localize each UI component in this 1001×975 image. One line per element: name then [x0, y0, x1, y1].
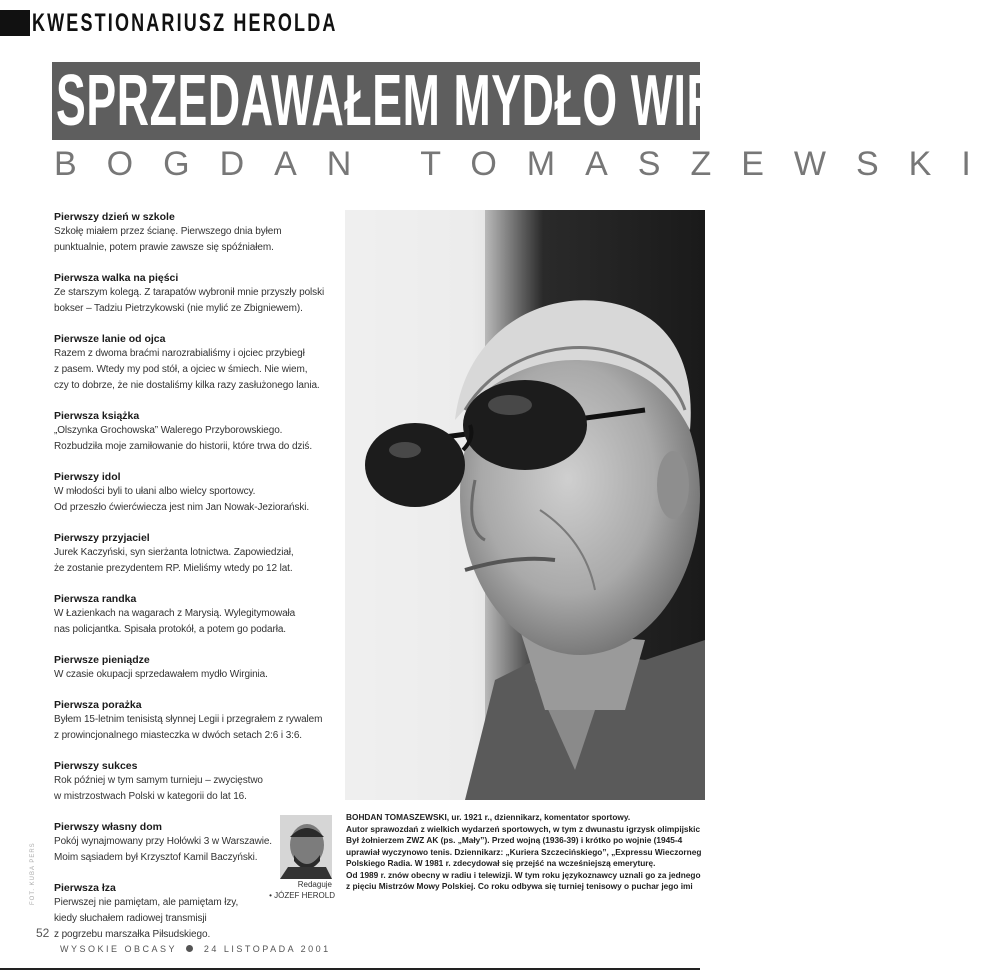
editor-photo	[280, 815, 332, 879]
answer: Jurek Kaczyński, syn sierżanta lotnictwa. Zapowiedział, że zostanie prezydentem RP. Mieliśmy wtedy po 12 lat.	[54, 547, 294, 574]
caption-line: Polskiego Radia. W 1981 r. zdecydował się przejść na wcześniejszą emeryturę.	[346, 858, 656, 868]
qa-item	[54, 653, 344, 683]
answer: Pierwszej nie pamiętam, ale pamiętam łzy, kiedy słuchałem radiowej transmisji z pogrzebu marszałka Piłsudskiego.	[54, 897, 239, 940]
byline: BOGDAN TOMASZEWSKI	[54, 145, 1001, 183]
answer: Pokój wynajmowany przy Hołówki 3 w Warszawie. Moim sąsiadem był Krzysztof Kamil Baczyński.	[54, 836, 272, 863]
answer: „Olszynka Grochowska” Walerego Przyborowskiego. Rozbudziła moje zamiłowanie do historii, które trwa do dziś.	[54, 425, 313, 452]
issue-date: 24 LISTOPADA 2001	[203, 944, 331, 954]
question: Pierwszy własny dom	[54, 821, 162, 833]
caption-line: z pięciu Mistrzów Mowy Polskiej. Co roku odbywa się turniej tenisowy o puchar jego imi	[346, 881, 693, 891]
question: Pierwsza porażka	[54, 699, 142, 711]
question: Pierwsza walka na pięści	[54, 272, 179, 284]
question: Pierwszy przyjaciel	[54, 532, 150, 544]
qa-item	[54, 332, 344, 394]
headline-band	[52, 61, 847, 141]
answer: Razem z dwoma braćmi narozrabialiśmy i ojciec przybiegł z pasem. Wtedy my pod stół, a ojciec w śmiech. Nie wiem, czy to dobrze, że nie dostaliśmy kilka razy zasłużonego lania.	[54, 348, 320, 391]
qa-item	[54, 409, 344, 455]
qa-item	[54, 698, 344, 744]
photo-credit: FOT. KUBA PERS	[30, 842, 36, 905]
question: Pierwsza łza	[54, 882, 116, 894]
page-title: SPRZEDAWAŁEM MYDŁO WIRGINIA	[56, 61, 847, 141]
question: Pierwsza randka	[54, 593, 137, 605]
answer: Ze starszym kolegą. Z tarapatów wybronił mnie przyszły polski bokser – Tadziu Pietrzykowski (nie mylić ze Zbigniewem).	[54, 287, 325, 314]
footer	[60, 944, 331, 954]
caption-line: BOHDAN TOMASZEWSKI, ur. 1921 r., dziennikarz, komentator sportowy.	[346, 812, 631, 822]
publication-name: WYSOKIE OBCASY	[60, 944, 177, 954]
portrait-illustration	[345, 210, 705, 800]
qa-item	[54, 592, 344, 638]
answer: Byłem 15-letnim tenisistą słynnej Legii i przegrałem z rywalem z prowincjonalnego miasteczka w dwóch setach 2:6 i 3:6.	[54, 714, 323, 741]
caption-line: Był żołnierzem ZWZ AK (ps. „Mały”). Przed wojną (1936-39) i krótko po wojnie (1945-4	[346, 835, 683, 845]
answer: W młodości byli to ułani albo wielcy sportowcy. Od przeszło ćwierćwiecza jest nim Jan Nowak-Jeziorański.	[54, 486, 310, 513]
qa-item	[54, 881, 274, 943]
caption-line: Autor sprawozdań z wielkich wydarzeń sportowych, w tym z dwunastu igrzysk olimpijskic	[346, 823, 701, 834]
question: Pierwsza książka	[54, 410, 140, 422]
portrait-photo	[345, 210, 705, 800]
section-kicker	[0, 8, 456, 38]
bullet-icon	[186, 945, 193, 952]
caption-line: Od 1989 r. znów obecny w radiu i telewizji. W tym roku językoznawcy uznali go za jednego	[346, 869, 701, 880]
answer: Szkołę miałem przez ścianę. Pierwszego dnia byłem punktualnie, potem prawie zawsze się spóźniałem.	[54, 226, 282, 253]
answer: W Łazienkach na wagarach z Marysią. Wylegitymowała nas policjantka. Spisała protokół, a potem go podarła.	[54, 608, 296, 635]
question: Pierwszy sukces	[54, 760, 138, 772]
question: Pierwszy idol	[54, 471, 121, 483]
editor-name: • JÓZEF HEROLD	[269, 891, 335, 900]
qa-item	[54, 271, 344, 317]
qa-item	[54, 759, 344, 805]
caption-line: uprawiał wyczynowo tenis. Dziennikarz: „Kuriera Szczecińskiego”, „Expressu Wieczorneg	[346, 846, 702, 857]
qa-item	[54, 210, 344, 256]
page-number: 52	[36, 926, 50, 940]
editor-label: Redaguje	[297, 880, 332, 889]
answer: W czasie okupacji sprzedawałem mydło Wirginia.	[54, 669, 268, 680]
question: Pierwsze pieniądze	[54, 654, 150, 666]
question: Pierwsze lanie od ojca	[54, 333, 166, 345]
qa-item	[54, 470, 344, 516]
kicker-text: KWESTIONARIUSZ HEROLDA	[32, 8, 338, 37]
editor-portrait	[280, 815, 332, 879]
answer: Rok później w tym samym turnieju – zwycięstwo w mistrzostwach Polski w kategorii do lat 16.	[54, 775, 263, 802]
qa-item	[54, 531, 344, 577]
bottom-rule	[0, 968, 700, 970]
qa-item	[54, 820, 274, 866]
photo-caption	[346, 812, 700, 893]
kicker-bar	[0, 10, 30, 36]
question: Pierwszy dzień w szkole	[54, 211, 175, 223]
